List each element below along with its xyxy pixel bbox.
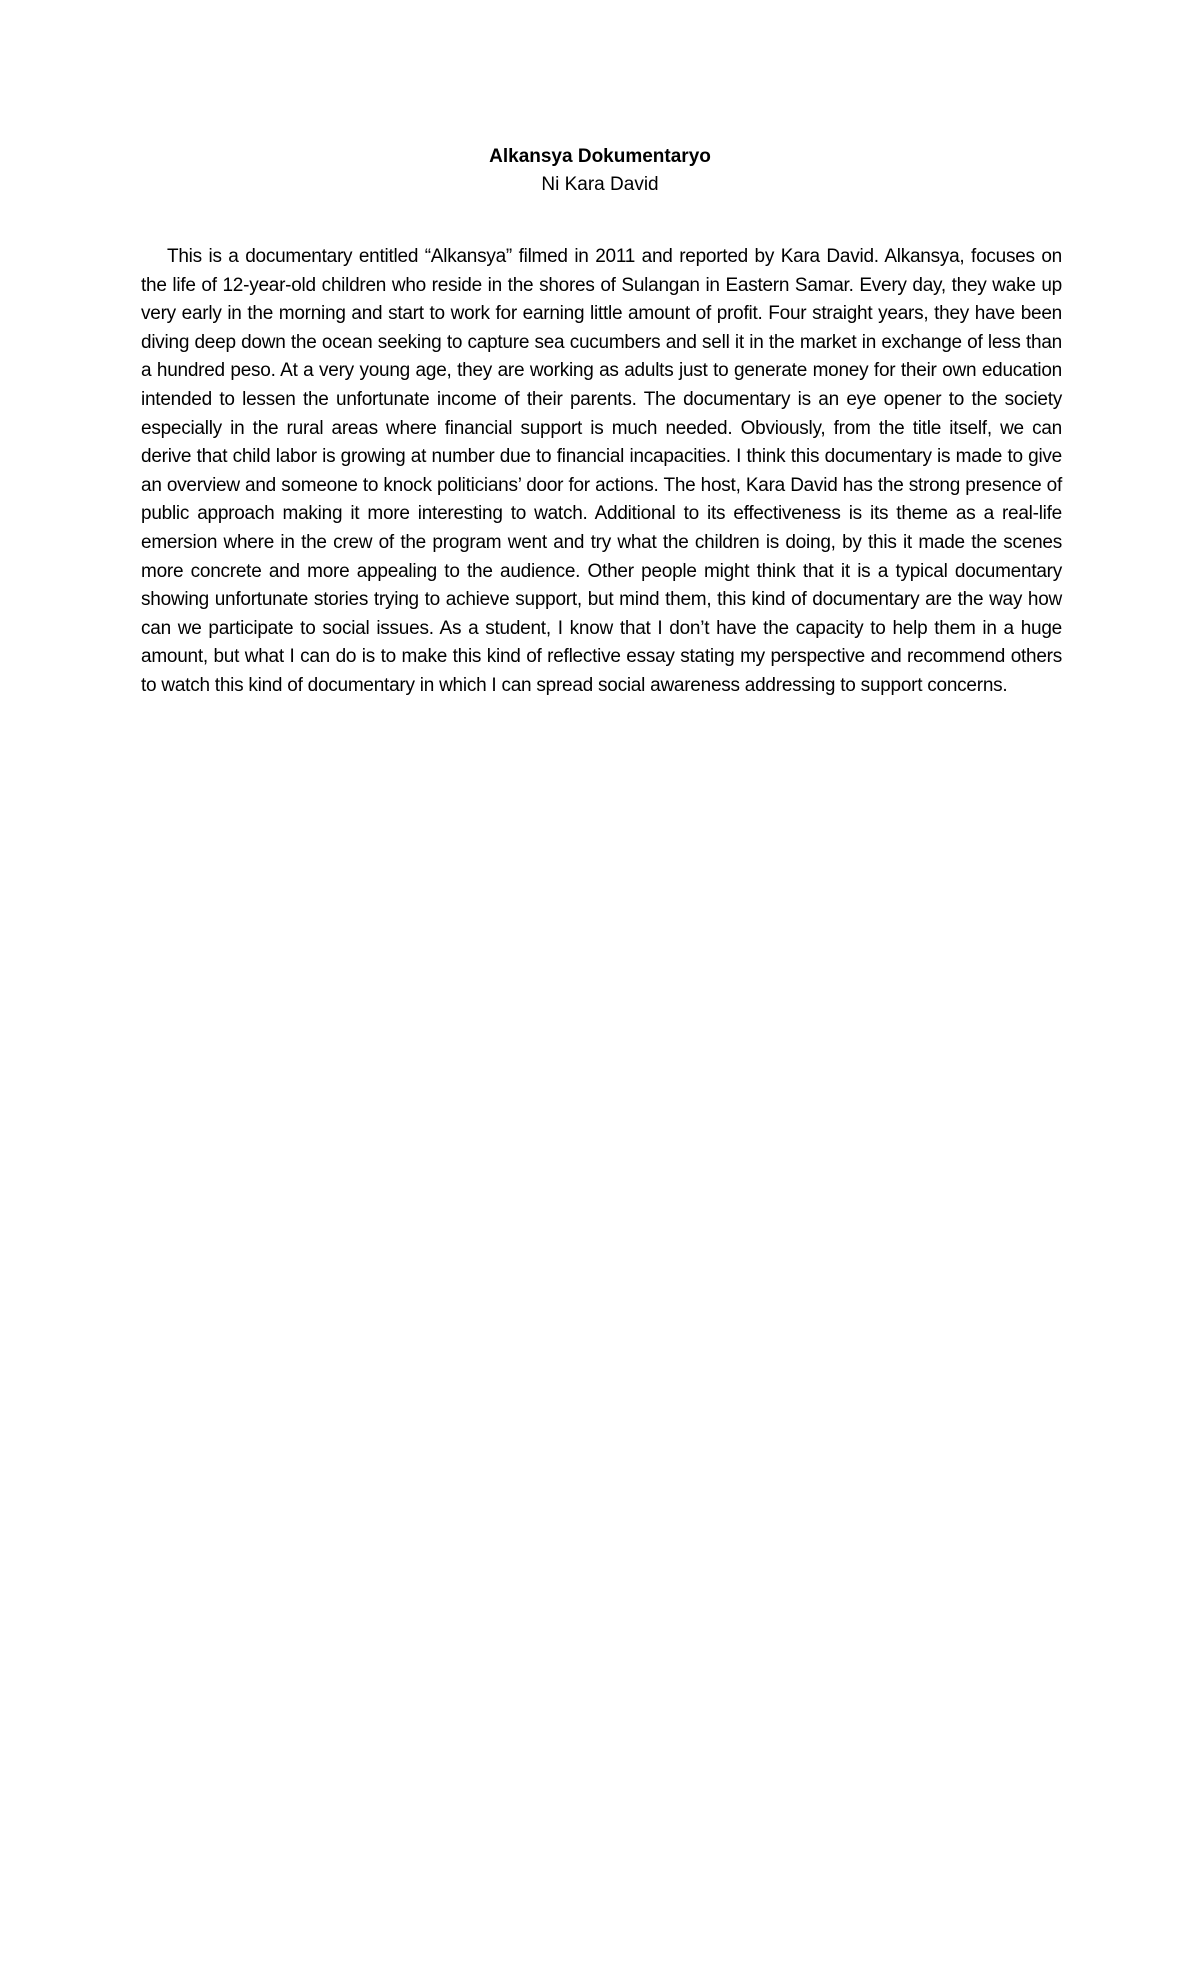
document-title: Alkansya Dokumentaryo xyxy=(489,146,711,167)
document-author: Ni Kara David xyxy=(541,174,659,195)
essay-paragraph: This is a documentary entitled “Alkansya” filmed in 2011 and reported by Kara David. Alkansya, focuses on the life of 12-year-old children who reside in the shores of Sulangan in Eastern Samar. Every day, they wake up very early in the morning and start to work for earning little amount of profit. Four straight years, they have been diving deep down the ocean seeking to capture sea cucumbers and sell it in the market in exchange of less than a hundred peso. At a very young age, they are working as adults just to generate money for their own education intended to lessen the unfortunate income of their parents. The documentary is an eye opener to the society especially in the rural areas where financial support is much needed. Obviously, from the title itself, we can derive that child labor is growing at number due to financial incapacities. I think this documentary is made to give an overview and someone to knock politicians’ door for actions. The host, Kara David has the strong presence of public approach making it more interesting to watch. Additional to its effectiveness is its theme as a real-life emersion where in the crew of the program went and try what the children is doing, by this it made the scenes more concrete and more appealing to the audience. Other people might think that it is a typical documentary showing unfortunate stories trying to achieve support, but mind them, this kind of documentary are the way how can we participate to social issues. As a student, I know that I don’t have the capacity to help them in a huge amount, but what I can do is to make this kind of reflective essay stating my perspective and recommend others to watch this kind of documentary in which I can spread social awareness addressing to support concerns. xyxy=(141,246,1062,696)
